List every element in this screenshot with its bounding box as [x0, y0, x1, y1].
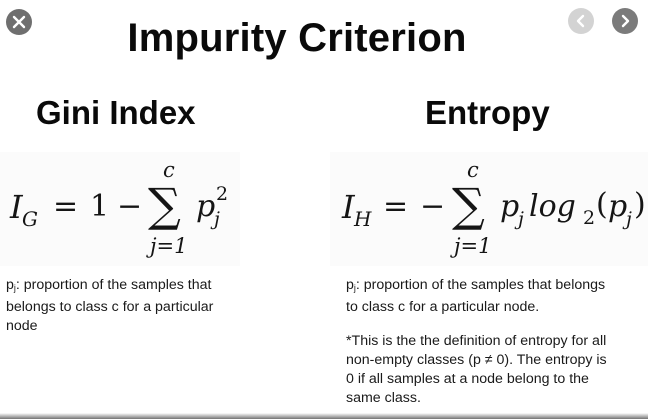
gini-heading: Gini Index: [36, 94, 196, 131]
bottom-edge-shadow: [0, 413, 648, 419]
entropy-note-prefix: p: [346, 277, 354, 293]
entropy-log: log: [529, 189, 576, 224]
entropy-term: p: [500, 189, 520, 224]
entropy-open-paren: (: [596, 187, 608, 222]
next-image-button[interactable]: [612, 8, 638, 34]
gini-note-prefix-subscript: j: [13, 283, 16, 293]
entropy-sum-lower: j=1: [454, 234, 492, 258]
entropy-sum-symbol: ∑: [452, 178, 485, 232]
entropy-equals: =: [383, 189, 409, 224]
entropy-sum-upper: c: [467, 158, 479, 182]
gini-note-prefix: p: [6, 277, 14, 293]
gini-sum-lower: j=1: [150, 234, 188, 258]
entropy-log-base: 2: [583, 207, 596, 229]
entropy-lhs-subscript: H: [354, 207, 372, 231]
entropy-minus: −: [420, 189, 446, 224]
gini-sum-symbol: ∑: [148, 178, 181, 232]
gini-term-subscript: j: [214, 208, 220, 230]
entropy-heading: Entropy: [425, 94, 550, 131]
slide-title: Impurity Criterion: [127, 16, 467, 60]
entropy-formula: [330, 152, 648, 266]
entropy-footnote: *This is the the definition of entropy for all non-empty classes (p ≠ 0). The entropy is 0 if all samples at a node belong to the same class.: [346, 333, 607, 406]
entropy-term-subscript: j: [518, 208, 524, 230]
gini-note-text: : proportion of the samples that belongs to class c for a particular node: [6, 277, 214, 334]
gini-formula: [0, 152, 240, 266]
entropy-arg-subscript: j: [626, 208, 632, 230]
gini-lhs-symbol: I: [10, 188, 23, 226]
gini-term: p: [196, 189, 216, 224]
chevron-right-icon: [619, 14, 631, 28]
gini-sum-upper: c: [163, 158, 175, 182]
gini-minus: −: [117, 189, 143, 224]
gini-equals: =: [53, 189, 79, 224]
entropy-note-text: : proportion of the samples that belongs to class c for a particular node.: [346, 277, 606, 315]
gini-note: [6, 276, 242, 336]
entropy-arg: p: [608, 189, 628, 224]
gini-constant: 1: [90, 189, 110, 224]
entropy-note: [346, 276, 642, 317]
entropy-lhs-symbol: I: [342, 188, 355, 226]
entropy-note-prefix-subscript: j: [353, 283, 356, 293]
gini-term-superscript: 2: [216, 183, 229, 205]
entropy-close-paren: ): [634, 187, 646, 222]
gini-lhs-subscript: G: [22, 207, 38, 231]
